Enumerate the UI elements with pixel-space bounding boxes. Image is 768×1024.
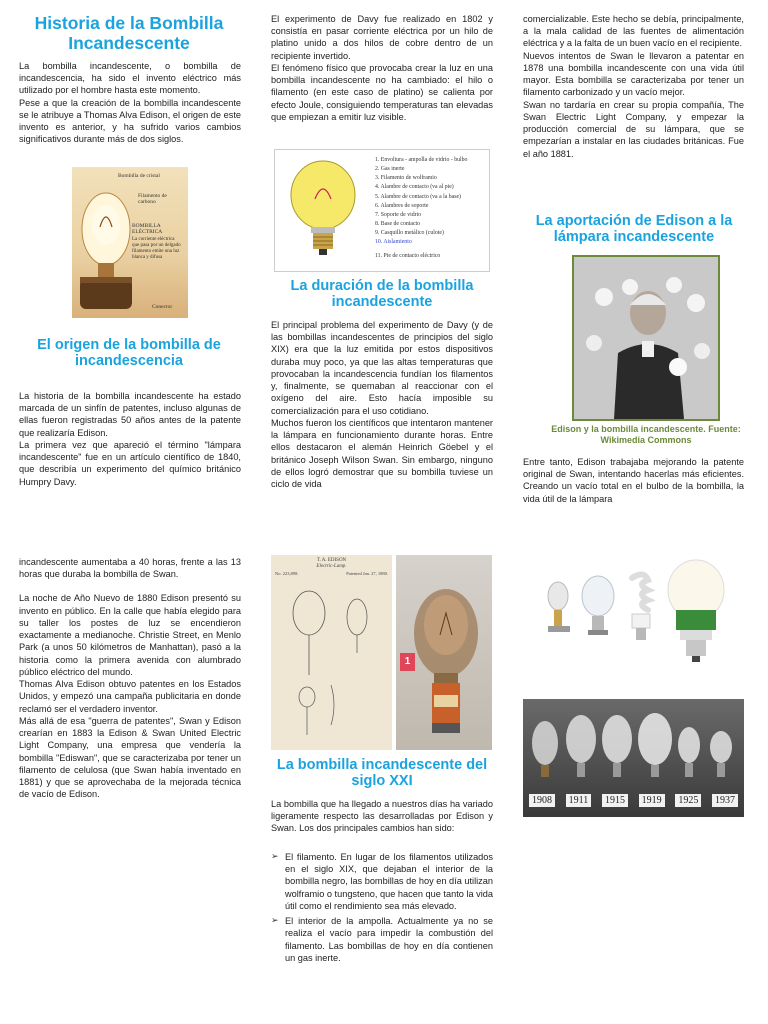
year-label: 1919 (639, 794, 665, 807)
patent-date: Patented Jan. 27, 1880. (346, 571, 388, 576)
paragraph: La historia de la bombilla incandescente ha estado marcada de un sinfín de patentes, incluso algunas de ellas fueron registradas 50 años antes de la patente que realizaría Edison. (19, 391, 241, 438)
duration-heading: La duración de la bombilla incandescente (290, 278, 474, 311)
changes-list (271, 851, 493, 964)
parts-list-item: 6. Alambres de soporte (375, 202, 429, 209)
paragraph: Pese a que la creación de la bombilla incandescente se le atribuye a Thomas Alva Edison, el origen de este invento es anterior, y ha sufrido varios cambios significativos durante más de dos siglos. (19, 97, 241, 145)
origin-text (19, 390, 241, 488)
parts-list (375, 156, 467, 261)
bulb-lineup (540, 556, 726, 666)
duration-text (271, 319, 493, 490)
vintage-bulbs (523, 699, 744, 787)
bulb-parts-icon (279, 151, 369, 270)
edison-patent-image (271, 555, 392, 750)
parts-list-item: 1. Envoltura - ampolla de vidrio - bulbo (375, 157, 468, 163)
paragraph: La noche de Año Nuevo de 1880 Edison presentó su invento en público. En la calle que había elegido para su taller los postes de luz se encendieron exactamente a medianoche. Christie Street, en Menlo Park (a unos 50 kilómetros de Manhattan), pasó a la historia como la primera avenida con alumbrado público eléctrico del mundo. (19, 593, 241, 677)
paragraph: Thomas Alva Edison obtuvo patentes en los Estados Unidos, y empezó una campaña publicitaria en donde reclamó ser el verdadero inventor. (19, 679, 241, 714)
vintage-bulbs-photo (523, 699, 744, 817)
lamp-label-filament: Filamento de carbono (138, 193, 167, 205)
lamp-label-description: La corriente eléctrica que pasa por un delgado filamento emite una luz blanca y difusa (132, 237, 181, 260)
year-label: 1915 (602, 794, 628, 807)
modern-bulb-changes (271, 851, 493, 967)
parts-list-item: 5. Alambre de contacto (va a la base) (375, 193, 461, 200)
parts-list-item: 8. Base de contacto (375, 221, 421, 228)
edison-portrait (574, 257, 718, 419)
paragraph: Más allá de esa "guerra de patentes", Swan y Edison crearían en 1883 la Edison & Swan United Electric Light Company, una empresa que vendería la bombilla "Ediswan", que se caracterizaba por tener un filamento de celulosa (que Swan había inventado en 1881) y que se aprovechaba de la mejorada técnica de vacío de Edison. (19, 715, 241, 800)
edison-text: Entre tanto, Edison trabajaba mejorando la patente original de Swan, intentando hacerlas más eficientes. Creando un vacío total en el bulbo de la bombilla, la vida útil de la lámpara (523, 457, 744, 504)
patent-subheader: Electric-Lamp. (316, 564, 347, 569)
edison-heading: La aportación de Edison a la lámpara incandescente (535, 213, 733, 246)
paragraph: La bombilla incandescente, o bombilla de incandescencia, ha sido el invento eléctrico más utilizado por el hombre hasta este momento. (19, 61, 241, 96)
year-label: 1911 (566, 794, 592, 807)
modern-bulb-intro: La bombilla que ha llegado a nuestros días ha variado ligeramente respecto las desarrolladas por Edison y Swan. Los dos principales cambios han sido: (271, 799, 493, 834)
year-label: 1925 (675, 794, 701, 807)
patent-header: T. A. EDISON (316, 558, 347, 563)
patent-drawing (271, 555, 392, 750)
modern-bulb-heading: La bombilla incandescente del siglo XXI (276, 757, 488, 790)
edison-photo-caption: Edison y la bombilla incandescente. Fuente: Wikimedia Commons (551, 424, 741, 446)
paragraph: El fenómeno físico que provocaba crear la luz en una bombilla incandescente no ha cambiado: el hilo o filamento (en este caso de platino) se calienta por efecto Joule, consiguiendo temperaturas tan elevadas que empiezan a emitir luz visible. (271, 62, 493, 122)
edison-photo (572, 255, 720, 421)
paragraph: La primera vez que apareció el término "lámpara incandescente" fue en un artículo científico de 1840, que describía un experimento del químico británico Humpry Davy. (19, 439, 241, 487)
paragraph: El principal problema del experimento de Davy (y de las bombillas incandescentes de principios del siglo XIX) era que la luz emitida por estos dispositivos duraba muy poco, ya que las altas temperaturas que provocaban la incandescencia fundían los filamentos y, finalmente, se quemaban al reaccionar con el oxígeno del aire. Esto hacía imposible su comercialización para el uso cotidiano. (271, 320, 493, 416)
parts-list-item: 4. Alambre de contacto (va al pie) (375, 184, 454, 191)
edison-history-text (19, 556, 241, 800)
parts-list-item: 2. Gas inerte (375, 166, 405, 173)
paragraph: Muchos fueron los científicos que intentaron mantener la lámpara en funcionamiento durante horas. Entre ellos destacaron el alemán Heinrich Göebel y el británico Joseph Wilson Swan. Sin embargo, ninguno de ellos logró demostrar que su bombilla tuviese un ciclo de vida (271, 417, 493, 490)
patent-number: No. 223,898. (275, 571, 299, 576)
lamp-label-glass: Bombilla de cristal (118, 173, 160, 179)
lamp-diagram-image (72, 167, 188, 318)
bulb-parts-diagram (274, 149, 490, 272)
antique-bulb-photo (396, 555, 492, 750)
parts-list-item: 10. Aislamiento (375, 239, 412, 246)
main-title: Historia de la Bombilla Incandescente (34, 13, 224, 53)
parts-list-item: 9. Casquillo metálico (culote) (375, 230, 444, 237)
year-label: 1908 (529, 794, 555, 807)
paragraph: comercializable. Este hecho se debía, principalmente, a la mala calidad de las fuentes de alimentación eléctrica y a la falta de un buen vacío en el recipiente. (523, 14, 744, 49)
parts-list-item: 11. Pie de contacto eléctrico (375, 252, 441, 259)
lamp-label-connector: Conector (152, 304, 173, 310)
parts-list-item: 7. Soporte de vidrio (375, 211, 422, 218)
year-label: 1937 (712, 794, 738, 807)
change-item: ➢ El interior de la ampolla. Actualmente ya no se realiza el vacío para impedir la combustión del filamento. Las bombillas de hoy en día contienen un gas inerte. (271, 915, 493, 964)
origin-heading: El origen de la bombilla de incandescencia (37, 337, 221, 370)
change-item: ➢ El filamento. En lugar de los filamentos utilizados en el siglo XIX, que dejaban el interior de la bombilla negro, las bombillas de hoy en día utilizan wolframio o tungsteno, que hacen que tanto la vida útil como el rendimiento sea más elevado. (271, 851, 493, 912)
lamp-label-title: BOMBILLA ELÉCTRICA (132, 223, 163, 235)
year-labels (529, 794, 738, 807)
paragraph: Nuevos intentos de Swan le llevaron a patentar en 1878 una bombilla incandescente con una vida útil mayor. Esta bombilla se caracterizaba por tener un filamento carbonizado y un vacío mejor. (523, 50, 744, 98)
paragraph: El experimento de Davy fue realizado en 1802 y consistía en pasar corriente eléctrica por un hilo de platino unido a dos hilos de cobre dentro de un recipiente invertido. (271, 14, 493, 61)
paragraph: incandescente aumentaba a 40 horas, frente a las 13 horas que duraba la bombilla de Swan. (19, 557, 241, 580)
intro-text (19, 60, 241, 146)
bulb-evolution-photo (540, 556, 726, 666)
photo-number-badge: 1 (400, 653, 415, 671)
davy-text (271, 13, 493, 123)
swan-text (523, 13, 744, 160)
paragraph: Swan no tardaría en crear su propia compañía, The Swan Electric Light Company, y empezar la producción comercial de su lámpara, que se empezarían a instalar en las ciudades británicas. Fue el año 1881. (523, 99, 744, 159)
parts-list-item: 3. Filamento de wolframio (375, 175, 437, 182)
